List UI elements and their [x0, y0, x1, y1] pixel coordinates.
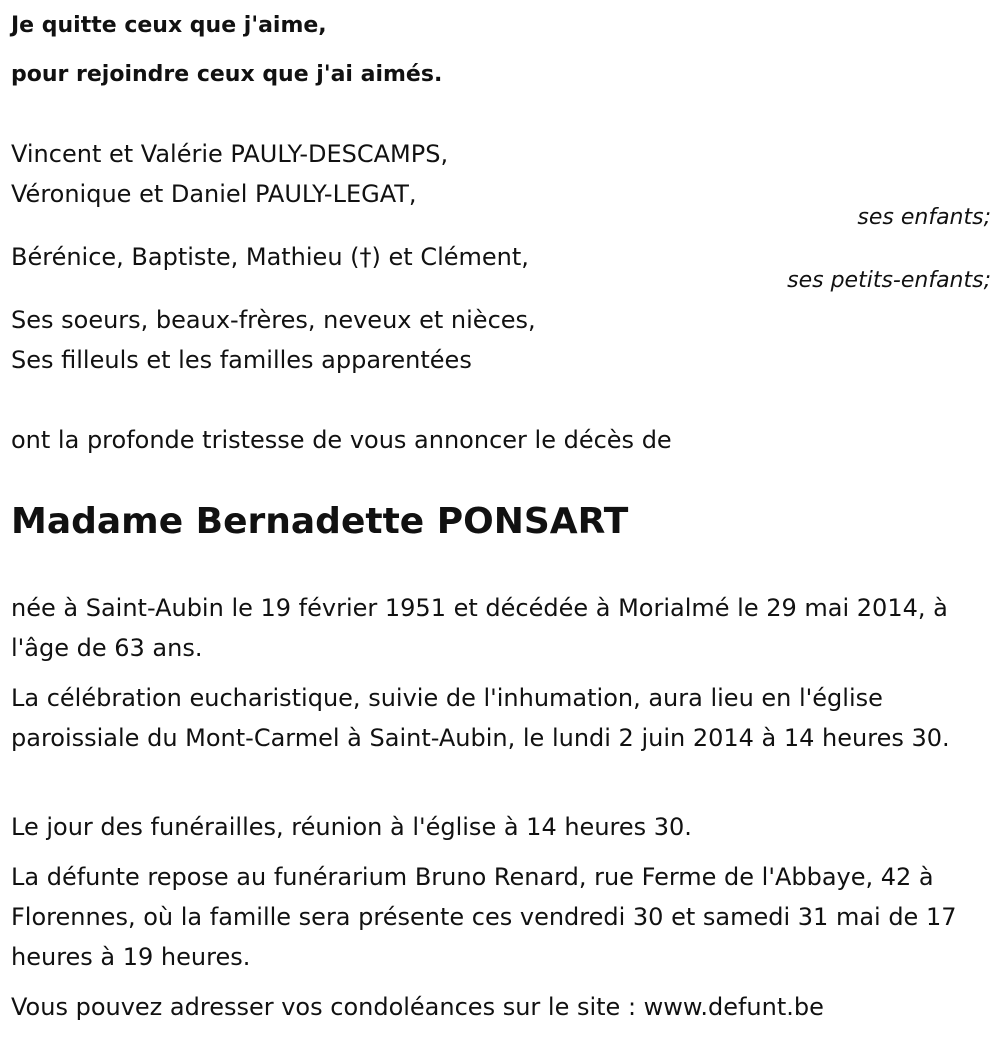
grandchildren-line: Bérénice, Baptiste, Mathieu (†) et Clément, [11, 243, 529, 271]
deceased-name: Madame Bernadette PONSART [11, 501, 629, 542]
celebration-paragraph: La célébration eucharistique, suivie de l'inhumation, aura lieu en l'église paroissiale du Mont-Carmel à Saint-Aubin, le lundi 2 juin 2014 à 14 heures 30. [11, 684, 950, 752]
announcement-text: ont la profonde tristesse de vous annoncer le décès de [11, 426, 672, 454]
condolences-paragraph: Vous pouvez adresser vos condoléances sur le site : www.defunt.be [11, 993, 824, 1021]
children-line-2: Véronique et Daniel PAULY-LEGAT, [11, 180, 417, 208]
epigraph-line-1: Je quitte ceux que j'aime, [11, 13, 327, 38]
gathering-paragraph: Le jour des funérailles, réunion à l'église à 14 heures 30. [11, 813, 692, 841]
relatives-line-2: Ses filleuls et les familles apparentées [11, 346, 472, 374]
grandchildren-label: ses petits-enfants; [787, 268, 991, 293]
children-label: ses enfants; [857, 205, 991, 230]
epigraph-line-2: pour rejoindre ceux que j'ai aimés. [11, 62, 443, 87]
relatives-line-1: Ses soeurs, beaux-frères, neveux et nièces, [11, 306, 536, 334]
birth-death-paragraph: née à Saint-Aubin le 19 février 1951 et décédée à Morialmé le 29 mai 2014, à l'âge de 63 ans. [11, 594, 948, 662]
repose-paragraph: La défunte repose au funérarium Bruno Renard, rue Ferme de l'Abbaye, 42 à Florennes, où la famille sera présente ces vendredi 30 et samedi 31 mai de 17 heures à 19 heures. [11, 863, 957, 971]
children-line-1: Vincent et Valérie PAULY-DESCAMPS, [11, 140, 449, 168]
